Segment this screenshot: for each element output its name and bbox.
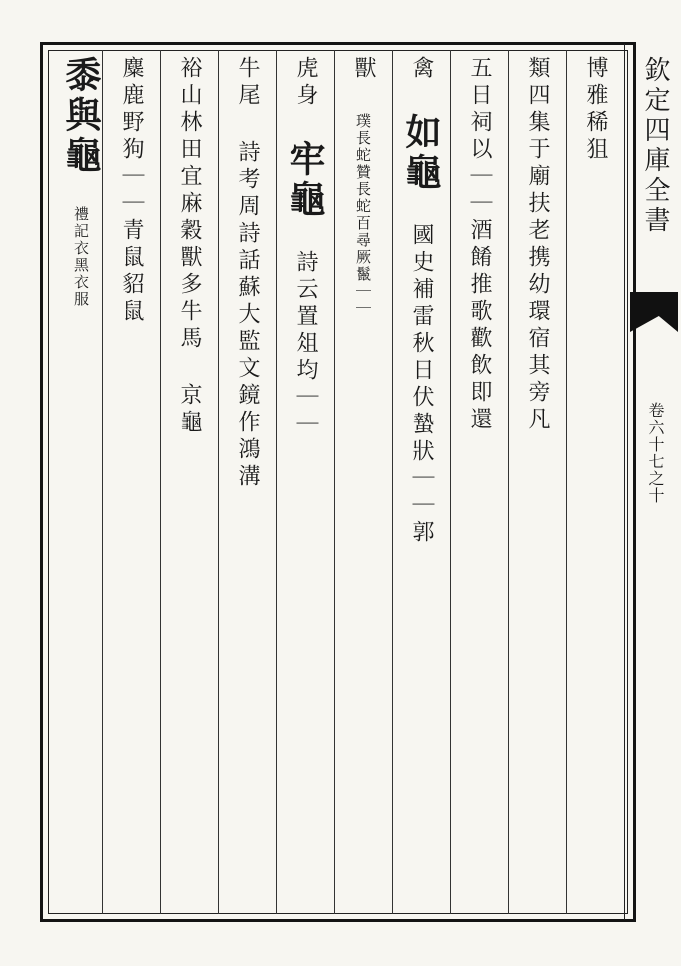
fish-tail-mark [630,292,678,332]
text-run: 麋鹿野狗｜｜青鼠貂鼠 [119,56,144,326]
text-run: 裕山林田宜麻穀獸多牛馬 [177,56,202,353]
margin-band [624,44,638,920]
text-column-6 [276,56,334,439]
volume-label: 卷六十七之十 [646,402,665,504]
text-run: 五日祠以｜｜酒餚推歌歡飲即還 [467,56,492,434]
series-title: 欽定四庫全書 [640,56,670,236]
text-column-8 [160,56,218,437]
text-run: 詩云置俎均｜｜ [293,250,318,439]
text-run: 牛尾 [235,56,260,110]
text-column-4 [392,56,450,547]
text-column-2 [508,56,566,434]
text-column-3 [450,56,508,434]
text-column-9 [102,56,160,326]
column-rule [566,50,567,914]
text-run: 禽 [409,56,434,83]
headword: 牢龜 [284,140,326,220]
text-run: 獸 [351,56,376,83]
text-run: 詩考周詩話蘇大監文鏡作鴻溝 [235,140,260,491]
annotation: 璞長蛇贊長蛇百尋厥鬣｜｜ [354,113,372,317]
text-column-5 [334,56,392,317]
annotation: 禮記衣黑衣服 [72,206,90,308]
text-run: 博雅稀狙 [583,56,608,164]
text-run: 京龜 [177,383,202,437]
text-run: 國史補雷秋日伏蟄狀｜｜郭 [409,223,434,547]
headword: 如龜 [400,113,442,193]
text-column-7 [218,56,276,491]
text-column-1 [566,56,624,164]
text-column-10 [52,56,110,308]
headword: 黍與龜 [60,56,102,176]
text-run: 虎身 [293,56,318,110]
text-run: 類四集于廟扶老携幼環宿其旁凡 [525,56,550,434]
